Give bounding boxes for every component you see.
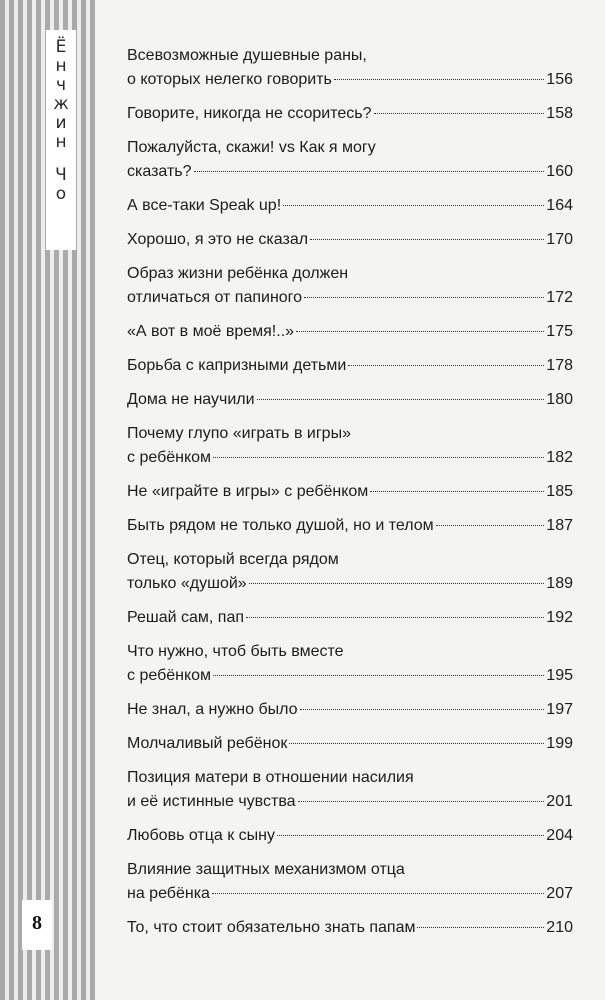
dot-leader — [304, 297, 544, 298]
toc-entry-title-line: Не «играйте в игры» с ребёнком — [127, 483, 369, 500]
toc-entry-line — [127, 228, 573, 252]
toc-entry — [127, 422, 573, 470]
toc-entry — [127, 640, 573, 688]
dot-leader — [212, 893, 544, 894]
toc-entry-page: 158 — [546, 105, 573, 122]
dot-leader — [277, 835, 544, 836]
toc-entry-line — [127, 732, 573, 756]
dot-leader — [436, 525, 545, 526]
toc-entry-page: 201 — [546, 793, 573, 810]
toc-entry-title-line: Дома не научили — [127, 391, 255, 408]
toc-entry — [127, 44, 573, 92]
toc-entry-title-line: отличаться от папиного — [127, 289, 303, 306]
toc-entry-title-line: Образ жизни ребёнка должен — [127, 265, 349, 282]
toc-entry-title-line: Отец, который всегда рядом — [127, 551, 339, 568]
toc-entry-page: 172 — [546, 289, 573, 306]
toc-entry — [127, 102, 573, 126]
toc-entry-title-line: Любовь отца к сыну — [127, 827, 276, 844]
toc-entry-line — [127, 606, 573, 630]
dot-leader — [283, 205, 544, 206]
toc-entry — [127, 480, 573, 504]
toc-entry-title-line: с ребёнком — [127, 449, 212, 466]
toc-entry-title-line: Почему глупо «играть в игры» — [127, 425, 351, 442]
toc-entry-page: 195 — [546, 667, 573, 684]
toc-entry — [127, 262, 573, 310]
toc-entry-title-line: Решай сам, пап — [127, 609, 244, 626]
toc-entry-line — [127, 446, 573, 470]
toc-entry-line — [127, 320, 573, 344]
toc-entry-page: 197 — [546, 701, 573, 718]
dot-leader — [194, 171, 545, 172]
toc-entry-title-line: Молчаливый ребёнок — [127, 735, 288, 752]
toc-entry-title-line: сказать? — [127, 163, 192, 180]
toc-entry-page: 170 — [546, 231, 573, 248]
toc-entry — [127, 766, 573, 814]
dot-leader — [213, 457, 544, 458]
toc-entry-line — [127, 102, 573, 126]
dot-leader — [370, 491, 544, 492]
toc-entry-title-line: с ребёнком — [127, 667, 212, 684]
toc-entry-page: 175 — [546, 323, 573, 340]
toc-entry — [127, 824, 573, 848]
toc-entry — [127, 606, 573, 630]
toc-entry-page: 178 — [546, 357, 573, 374]
toc-entry — [127, 228, 573, 252]
toc-entry-title-line: Говорите, никогда не ссоритесь? — [127, 105, 372, 122]
table-of-contents — [127, 44, 573, 950]
toc-entry — [127, 194, 573, 218]
toc-entry-title-line: Что нужно, чтоб быть вместе — [127, 643, 344, 660]
author-letter: ж — [53, 94, 69, 114]
toc-entry-line — [127, 68, 573, 92]
toc-entry — [127, 320, 573, 344]
toc-entry-line — [127, 572, 573, 596]
author-letter: о — [55, 184, 67, 204]
toc-entry — [127, 136, 573, 184]
page-number: 8 — [32, 912, 42, 934]
toc-entry-line — [127, 480, 573, 504]
toc-entry-line — [127, 194, 573, 218]
dot-leader — [213, 675, 544, 676]
toc-entry — [127, 514, 573, 538]
toc-entry-page: 180 — [546, 391, 573, 408]
toc-entry-title-line: о которых нелегко говорить — [127, 71, 332, 88]
author-letter: и — [55, 113, 67, 133]
dot-leader — [348, 365, 544, 366]
toc-entry-page: 182 — [546, 449, 573, 466]
toc-entry-line — [127, 698, 573, 722]
toc-entry-line — [127, 286, 573, 310]
dot-leader — [296, 331, 544, 332]
dot-leader — [298, 801, 545, 802]
toc-entry-line — [127, 160, 573, 184]
toc-entry — [127, 354, 573, 378]
dot-leader — [257, 399, 545, 400]
toc-entry-title-line: «А вот в моё время!..» — [127, 323, 295, 340]
dot-leader — [374, 113, 545, 114]
author-letter: н — [55, 56, 67, 76]
author-name — [46, 38, 76, 204]
dot-leader — [310, 239, 544, 240]
toc-entry-page: 156 — [546, 71, 573, 88]
toc-entry-page: 199 — [546, 735, 573, 752]
toc-entry-page: 204 — [546, 827, 573, 844]
toc-entry-page: 187 — [546, 517, 573, 534]
toc-entry-page: 192 — [546, 609, 573, 626]
toc-entry-page: 210 — [546, 919, 573, 936]
toc-entry-title-line: То, что стоит обязательно знать папам — [127, 919, 416, 936]
toc-entry-line — [127, 824, 573, 848]
toc-entry-title-line: Хорошо, я это не сказал — [127, 231, 309, 248]
toc-entry-line — [127, 388, 573, 412]
toc-entry — [127, 916, 573, 940]
author-letter: н — [55, 132, 67, 152]
dot-leader — [334, 79, 544, 80]
dot-leader — [249, 583, 545, 584]
toc-entry-title-line: на ребёнка — [127, 885, 210, 902]
toc-entry-title-line: Быть рядом не только душой, но и телом — [127, 517, 434, 534]
toc-entry-title-line: Не знал, а нужно было — [127, 701, 298, 718]
dot-leader — [289, 743, 544, 744]
toc-entry-title-line: А все-таки Speak up! — [127, 197, 282, 214]
toc-entry-title-line: Борьба с капризными детьми — [127, 357, 347, 374]
author-letter: ч — [55, 75, 67, 95]
author-letter — [46, 152, 76, 166]
toc-entry — [127, 548, 573, 596]
dot-leader — [246, 617, 544, 618]
toc-entry-title-line: Всевозможные душевные раны, — [127, 47, 367, 64]
toc-entry-line — [127, 664, 573, 688]
toc-entry-line — [127, 514, 573, 538]
toc-entry-line — [127, 354, 573, 378]
dot-leader — [300, 709, 545, 710]
toc-entry-title-line: только «душой» — [127, 575, 247, 592]
toc-entry-line — [127, 882, 573, 906]
toc-entry-title-line: Пожалуйста, скажи! vs Как я могу — [127, 139, 376, 156]
author-letter: Ч — [55, 165, 67, 185]
toc-entry-title-line: Влияние защитных механизмом отца — [127, 861, 405, 878]
dot-leader — [417, 927, 544, 928]
toc-entry-line — [127, 790, 573, 814]
toc-entry-page: 160 — [546, 163, 573, 180]
toc-entry-page: 189 — [546, 575, 573, 592]
toc-entry-title-line: и её истинные чувства — [127, 793, 296, 810]
toc-entry — [127, 388, 573, 412]
toc-entry — [127, 858, 573, 906]
toc-entry-line — [127, 916, 573, 940]
toc-entry-page: 185 — [546, 483, 573, 500]
author-letter: Ё — [55, 37, 67, 57]
toc-entry-page: 207 — [546, 885, 573, 902]
toc-entry — [127, 698, 573, 722]
toc-entry — [127, 732, 573, 756]
toc-entry-title-line: Позиция матери в отношении насилия — [127, 769, 414, 786]
toc-entry-page: 164 — [546, 197, 573, 214]
